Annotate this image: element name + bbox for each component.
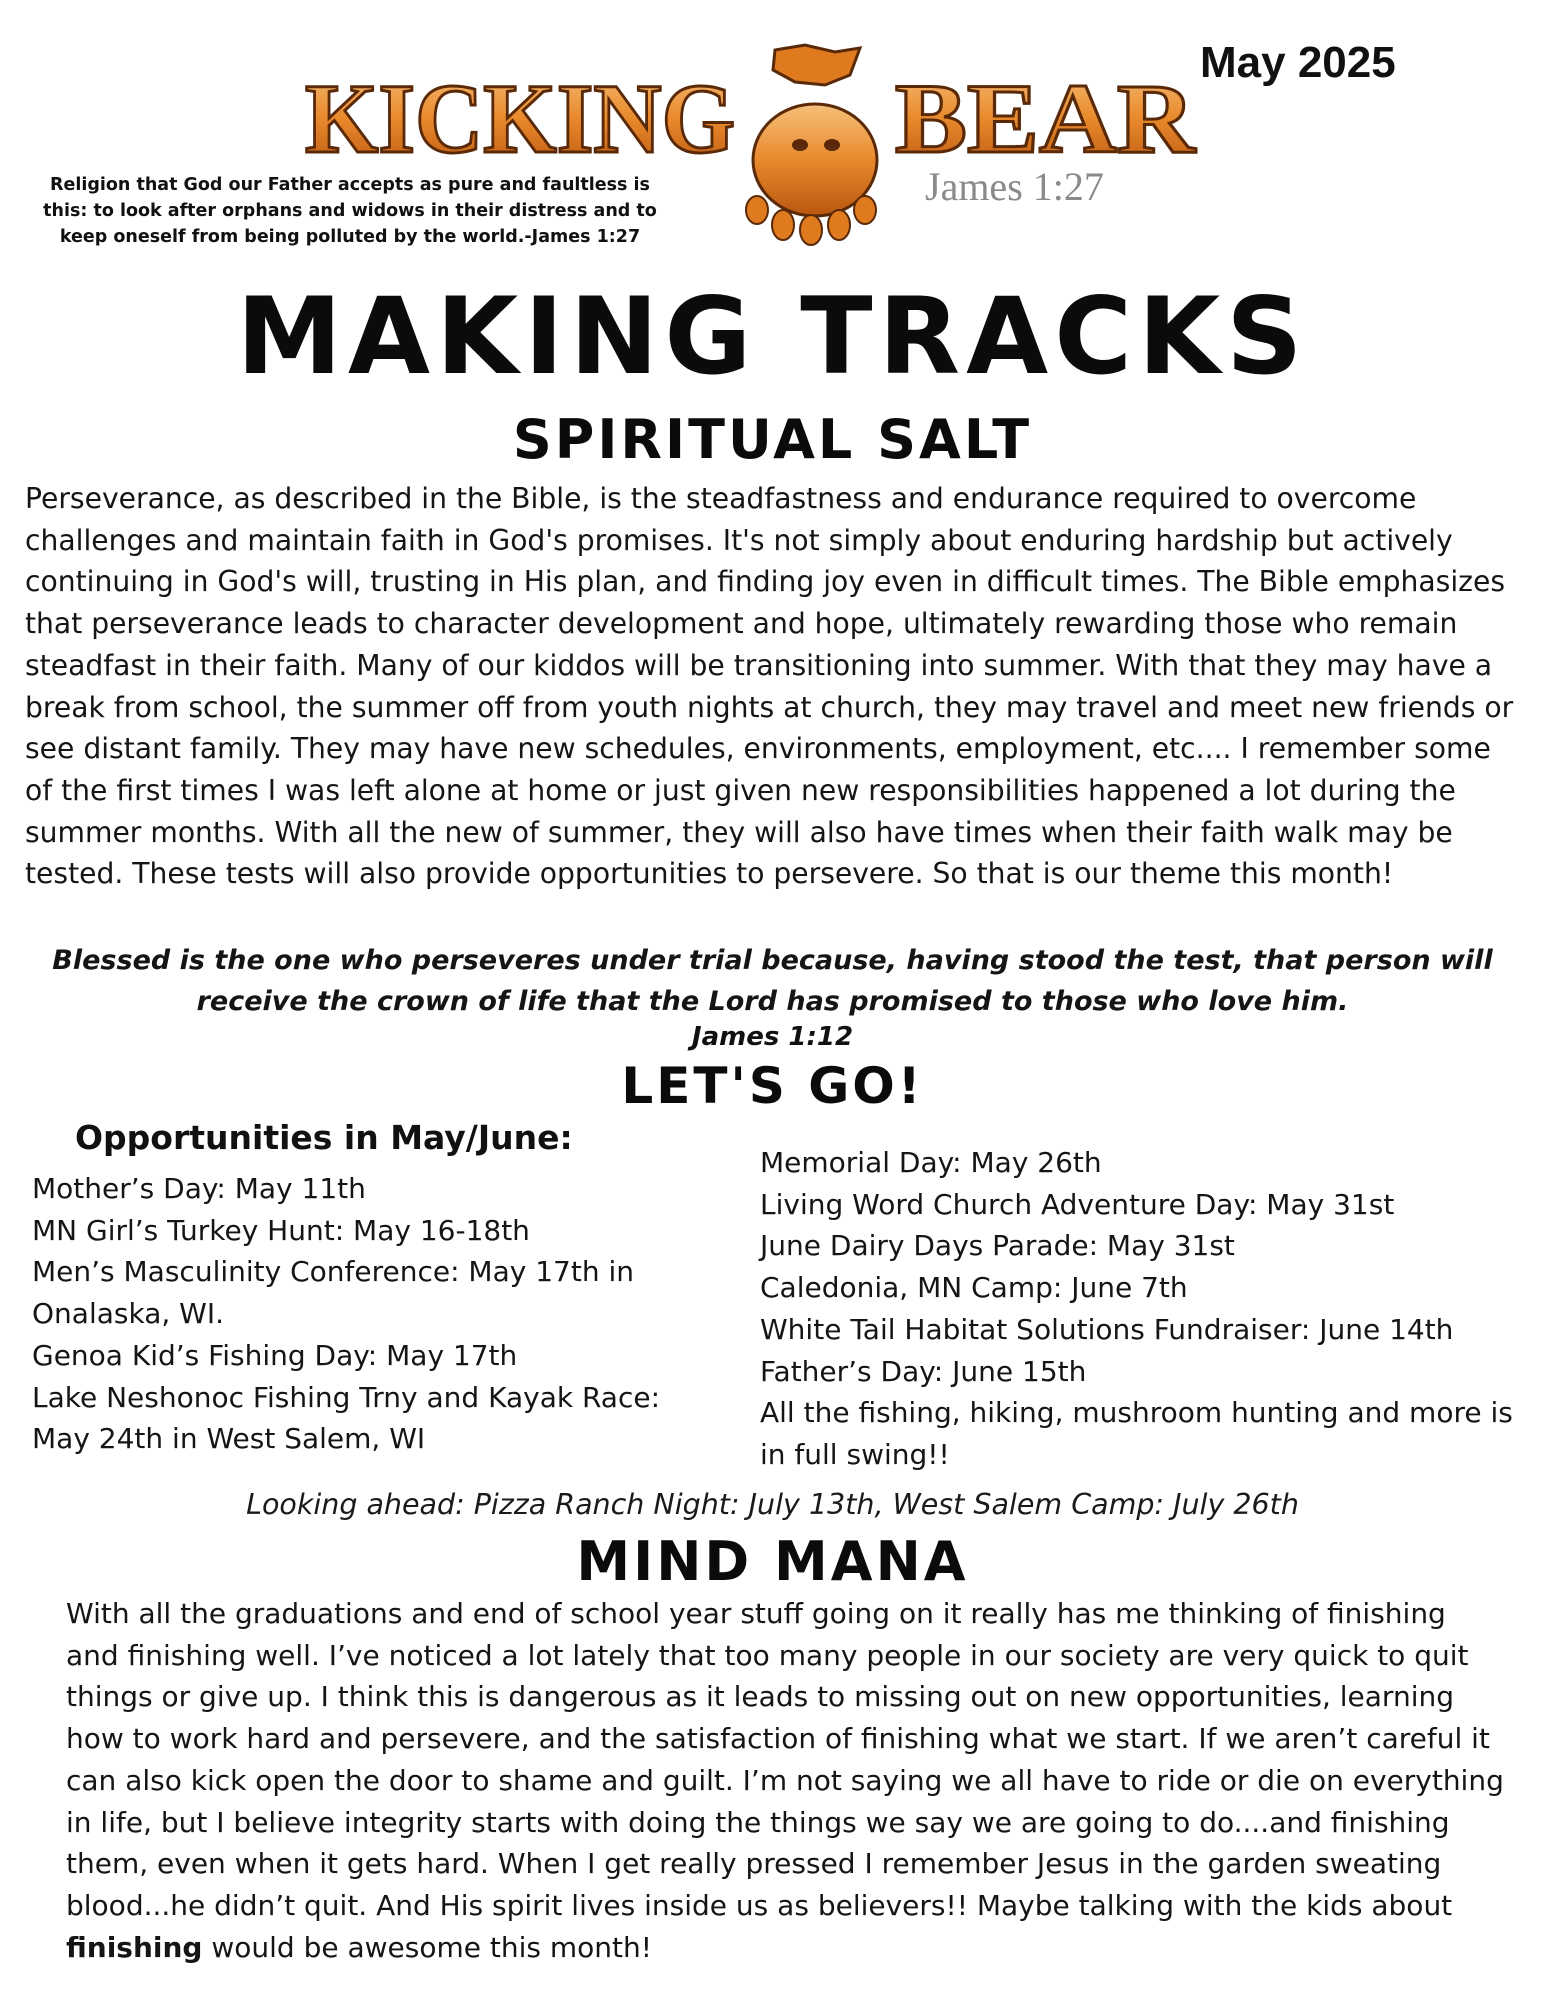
- heading-text: MIND MANA: [576, 1530, 969, 1593]
- bear-paw-icon: [746, 45, 877, 245]
- mind-mana-text-before: With all the graduations and end of school year stuff going on it really has me thinking of finishing and finishing well. I’ve noticed a lot lately that too many people in our society are very quick to quit things or give up. I think this is dangerous as it leads to missing out on new opportunities, learning how to work hard and persevere, and the satisfaction of finishing what we start. If we aren’t careful it can also kick open the door to shame and guilt. I’m not saying we all have to ride or die on everything in life, but I believe integrity starts with doing the things we say we are going to do....and finishing them, even when it gets hard. When I get really pressed I remember Jesus in the garden sweating blood...he didn’t quit. And His spirit lives inside us as believers!! Maybe talking with the kids about: [66, 1597, 1504, 1922]
- opportunities-list-left: [32, 1168, 712, 1460]
- opportunities-heading: Opportunities in May/June:: [75, 1118, 573, 1157]
- mind-mana-text-after: would be awesome this month!: [202, 1930, 652, 1964]
- list-item: MN Girl’s Turkey Hunt: May 16-18th: [32, 1213, 530, 1247]
- spiritual-salt-body: Perseverance, as described in the Bible, is the steadfastness and endurance required to overcome challenges and maintain faith in God's promises. It's not simply about enduring hardship but actively continuing in God's will, trusting in His plan, and finding joy even in difficult times. The Bible emphasizes that perseverance leads to character development and hope, ultimately rewarding those who remain steadfast in their faith. Many of our kiddos will be transitioning into summer. With that they may have a break from school, the summer off from youth nights at church, they may travel and meet new friends or see distant family. They may have new schedules, environments, employment, etc.... I remember some of the first times I was left alone at home or just given new responsibilities happened a lot during the summer months. With all the new of summer, they will also have times when their faith walk may be tested. These tests will also provide opportunities to persevere. So that is our theme this month!: [25, 482, 1514, 891]
- list-item: Men’s Masculinity Conference: May 17th in Onalaska, WI.: [32, 1255, 634, 1331]
- header-verse: Religion that God our Father accepts as pure and faultless is this: to look after orphans and widows in their distress and to keep oneself from being polluted by the world.-James 1:27: [43, 175, 657, 247]
- section-heading-lets-go: [0, 1057, 1545, 1115]
- logo-word-right: Bear: [895, 63, 1197, 174]
- list-item: Father’s Day: June 15th: [760, 1354, 1087, 1388]
- emphasis-word: finishing: [66, 1930, 203, 1964]
- scripture-quote: Blessed is the one who perseveres under trial because, having stood the test, that person will receive the crown of life that the Lord has promised to those who love him.: [52, 945, 1493, 1017]
- list-item: White Tail Habitat Solutions Fundraiser: June 14th: [760, 1312, 1454, 1346]
- list-item: Caledonia, MN Camp: June 7th: [760, 1271, 1188, 1305]
- heading-text: SPIRITUAL SALT: [512, 408, 1033, 471]
- mind-mana-body: [66, 1593, 1506, 1968]
- heading-text: LET'S GO!: [621, 1057, 924, 1115]
- scripture-reference: James 1:12: [691, 1022, 854, 1052]
- list-item: Lake Neshonoc Fishing Trny and Kayak Race: May 24th in West Salem, WI: [32, 1380, 661, 1456]
- list-item: Genoa Kid’s Fishing Day: May 17th: [32, 1338, 518, 1372]
- list-item: June Dairy Days Parade: May 31st: [760, 1229, 1235, 1263]
- list-item: Living Word Church Adventure Day: May 31st: [760, 1187, 1395, 1221]
- section-heading-mind-mana: [0, 1530, 1545, 1593]
- list-item: Memorial Day: May 26th: [760, 1146, 1102, 1179]
- logo-word-left: Kicking: [305, 63, 735, 174]
- logo-tagline: James 1:27: [925, 164, 1104, 209]
- looking-ahead-note: Looking ahead: Pizza Ranch Night: July 13th, West Salem Camp: July 26th: [246, 1488, 1299, 1521]
- main-title: [0, 275, 1545, 398]
- section-heading-spiritual-salt: [0, 408, 1545, 471]
- list-item: All the fishing, hiking, mushroom hunting and more is in full swing!!: [760, 1396, 1513, 1471]
- list-item: Mother’s Day: May 11th: [32, 1172, 366, 1205]
- main-title-text: MAKING TRACKS: [236, 275, 1309, 398]
- opportunities-list-right: [760, 1142, 1520, 1476]
- issue-date: May 2025: [1200, 38, 1396, 87]
